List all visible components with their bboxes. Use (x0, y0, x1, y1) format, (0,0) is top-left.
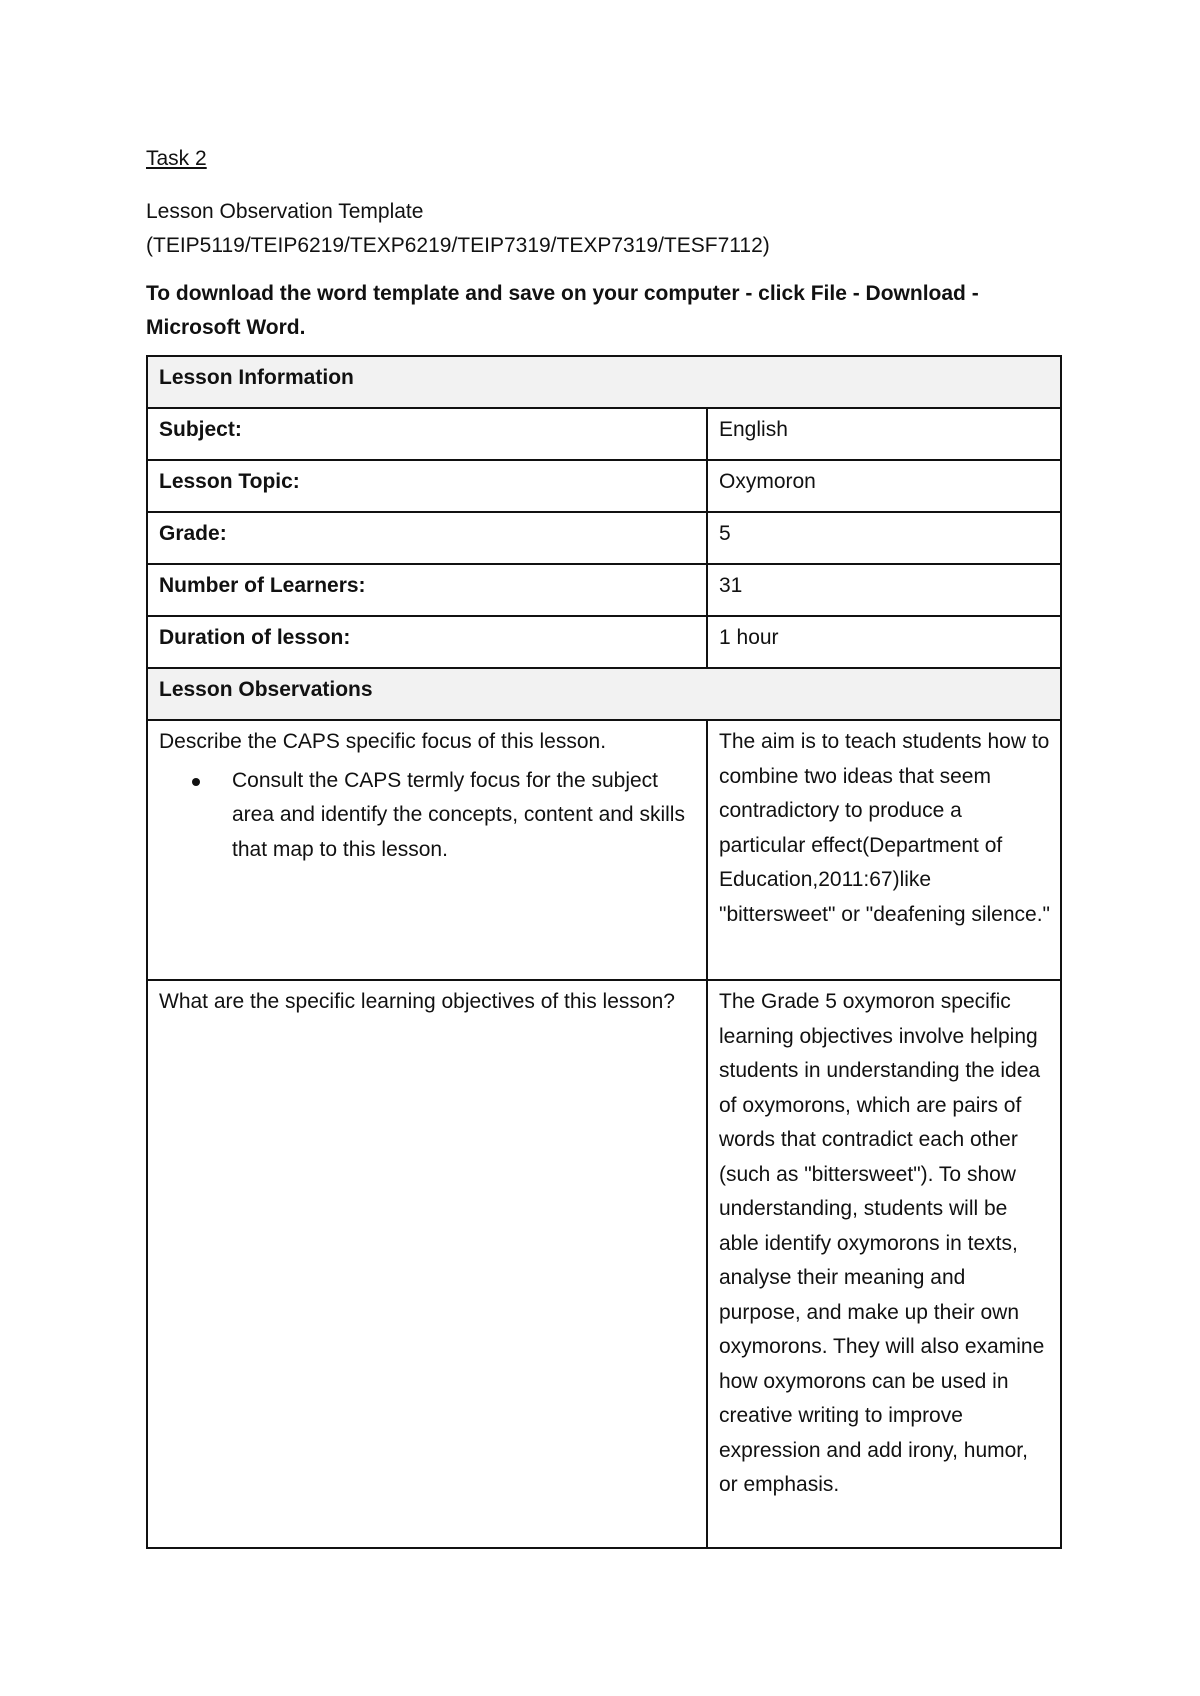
table-row (147, 720, 1061, 980)
duration-label: Duration of lesson: (147, 616, 707, 668)
table-row (147, 512, 1061, 564)
list-item (232, 764, 696, 868)
table-row (147, 564, 1061, 616)
duration-value: 1 hour (707, 616, 1061, 668)
lesson-information-heading: Lesson Information (147, 356, 1061, 408)
download-instructions: To download the word template and save on your computer - click File - Download - Microsoft Word. (146, 282, 979, 339)
template-title: Lesson Observation Template (146, 200, 424, 223)
grade-label: Grade: (147, 512, 707, 564)
subject-label: Subject: (147, 408, 707, 460)
lesson-information-header-row (147, 356, 1061, 408)
learning-objectives-answer: The Grade 5 oxymoron specific learning objectives involve helping students in understanding the idea of oxymorons, which are pairs of words that contradict each other (such as "bittersweet"). To show understanding, students will be able identify oxymorons in texts, analyse their meaning and purpose, and make up their own oxymorons. They will also examine how oxymorons can be used in creative writing to improve expression and add irony, humor, or emphasis. (707, 980, 1061, 1548)
lesson-observations-heading: Lesson Observations (147, 668, 1061, 720)
bullet-icon (192, 778, 200, 786)
table-row (147, 616, 1061, 668)
lesson-observations-header-row (147, 668, 1061, 720)
document-content (146, 144, 1060, 1549)
caps-focus-bullet-list (159, 764, 696, 868)
caps-focus-bullet-text: Consult the CAPS termly focus for the subject area and identify the concepts, content and skills that map to this lesson. (232, 768, 685, 861)
learning-objectives-question: What are the specific learning objectives of this lesson? (147, 980, 707, 1548)
table-row (147, 980, 1061, 1548)
number-of-learners-value: 31 (707, 564, 1061, 616)
table-row (147, 460, 1061, 512)
caps-focus-question-cell (147, 720, 707, 980)
lesson-topic-value: Oxymoron (707, 460, 1061, 512)
number-of-learners-label: Number of Learners: (147, 564, 707, 616)
lesson-topic-label: Lesson Topic: (147, 460, 707, 512)
course-codes: (TEIP5119/TEIP6219/TEXP6219/TEIP7319/TEXP7319/TESF7112) (146, 234, 770, 257)
caps-focus-question: Describe the CAPS specific focus of this lesson. (159, 730, 607, 753)
task-heading: Task 2 (146, 147, 207, 170)
caps-focus-answer: The aim is to teach students how to combine two ideas that seem contradictory to produce a particular effect(Department of Education,2011:67)like "bittersweet" or "deafening silence." (707, 720, 1061, 980)
table-row (147, 408, 1061, 460)
lesson-observation-table (146, 355, 1062, 1549)
subject-value: English (707, 408, 1061, 460)
grade-value: 5 (707, 512, 1061, 564)
